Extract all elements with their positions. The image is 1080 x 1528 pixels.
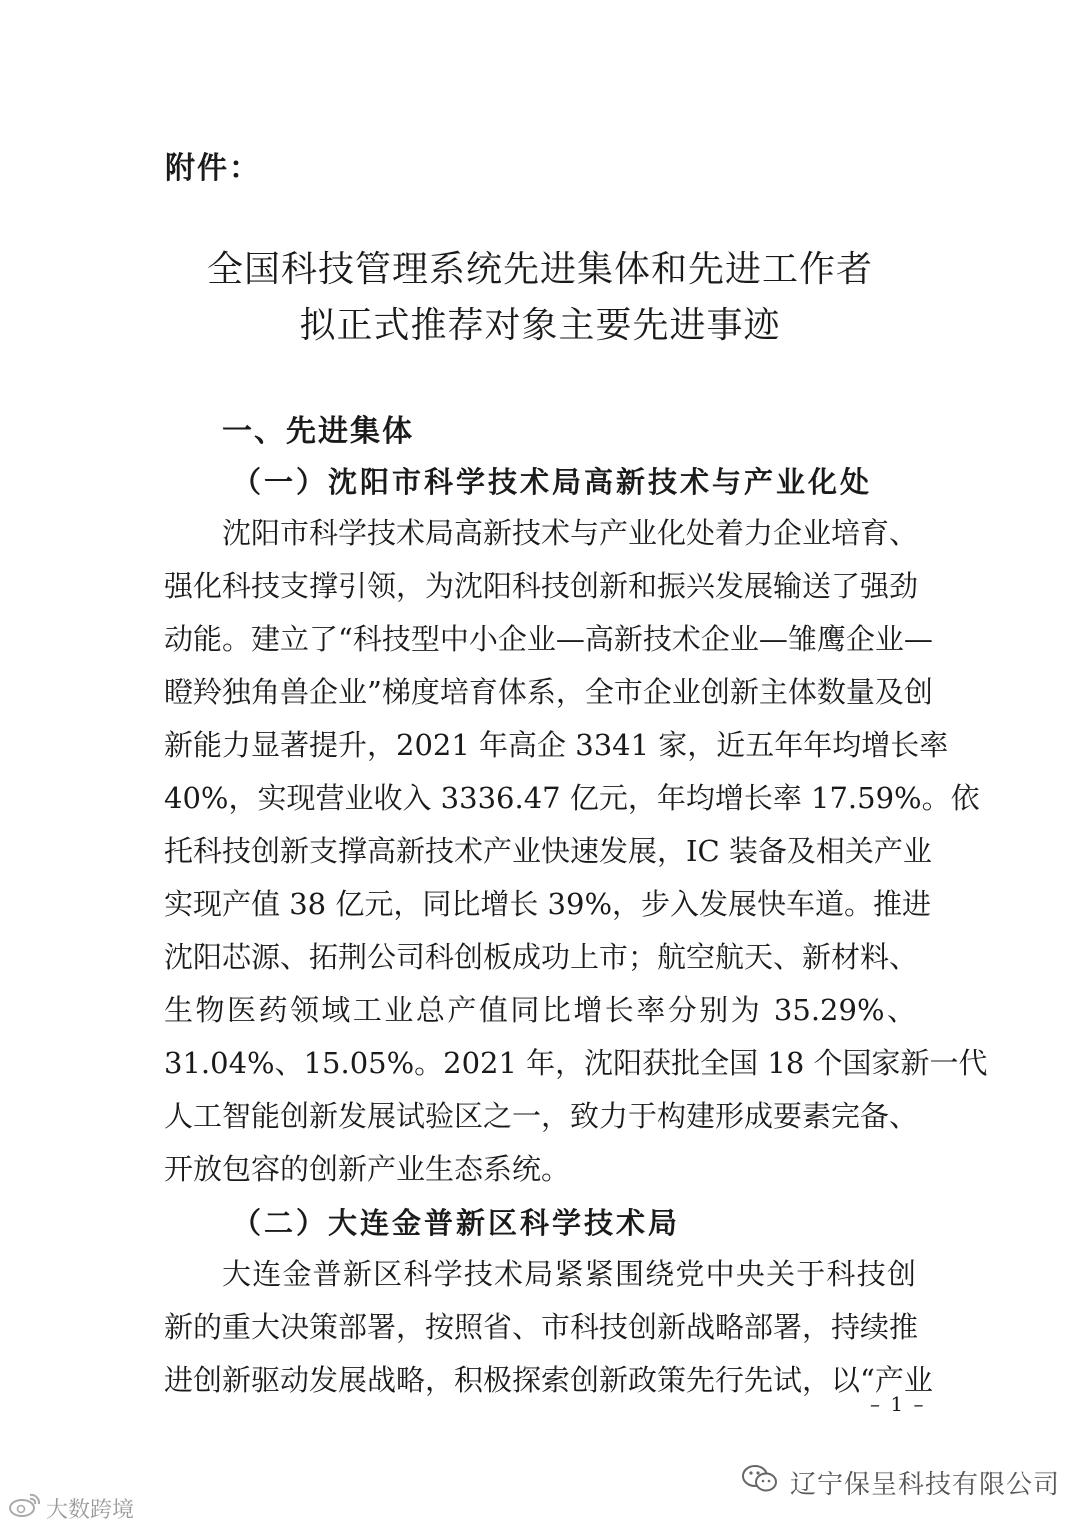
paragraph-line: 托科技创新支撑高新技术产业快速发展，IC 装备及相关产业	[164, 834, 932, 868]
paragraph-line: 人工智能创新发展试验区之一，致力于构建形成要素完备、	[164, 1099, 919, 1133]
document-title-line-2: 拟正式推荐对象主要先进事迹	[299, 305, 781, 346]
section-heading: 一、先进集体	[222, 414, 414, 449]
paragraph-line: 沈阳市科学技术局高新技术与产业化处着力企业培育、	[222, 516, 919, 550]
page-number: – 1 –	[870, 1392, 926, 1416]
subsection-heading-1: （一）沈阳市科学技术局高新技术与产业化处	[232, 465, 873, 499]
paragraph-line: 强化科技支撑引领，为沈阳科技创新和振兴发展输送了强劲	[164, 569, 919, 603]
paragraph-line: 新能力显著提升，2021 年高企 3341 家，近五年年均增长率	[164, 728, 949, 762]
paragraph-line: 动能。建立了“科技型中小企业—高新技术企业—雏鹰企业—	[164, 622, 933, 656]
paragraph-line: 40%，实现营业收入 3336.47 亿元，年均增长率 17.59%。依	[164, 781, 980, 815]
paragraph-line: 实现产值 38 亿元，同比增长 39%，步入发展快车道。推进	[164, 887, 932, 921]
paragraph-line: 新的重大决策部署，按照省、市科技创新战略部署，持续推	[164, 1310, 919, 1344]
attachment-label: 附件：	[165, 151, 261, 186]
document-title-line-1: 全国科技管理系统先进集体和先进工作者	[206, 249, 873, 290]
wechat-icon	[740, 1462, 780, 1503]
weibo-icon	[8, 1492, 42, 1524]
watermark-source	[8, 1492, 134, 1524]
paragraph-line: 生物医药领域工业总产值同比增长率分别为 35.29%、	[164, 993, 916, 1027]
paragraph-line: 大连金普新区科学技术局紧紧围绕党中央关于科技创	[222, 1257, 916, 1291]
watermark-source-text: 大数跨境	[46, 1497, 135, 1523]
paragraph-line: 沈阳芯源、拓荆公司科创板成功上市；航空航天、新材料、	[164, 940, 919, 974]
paragraph-line: 进创新驱动发展战略，积极探索创新政策先行先试，以“产业	[164, 1363, 933, 1397]
paragraph-line: 31.04%、15.05%。2021 年，沈阳获批全国 18 个国家新一代	[164, 1046, 988, 1080]
paragraph-line: 开放包容的创新产业生态系统。	[164, 1152, 571, 1186]
paragraph-line: 瞪羚独角兽企业”梯度培育体系，全市企业创新主体数量及创	[164, 675, 933, 709]
watermark-company	[740, 1462, 1060, 1503]
watermark-company-text: 辽宁保呈科技有限公司	[790, 1470, 1061, 1500]
subsection-heading-2: （二）大连金普新区科学技术局	[232, 1206, 681, 1240]
